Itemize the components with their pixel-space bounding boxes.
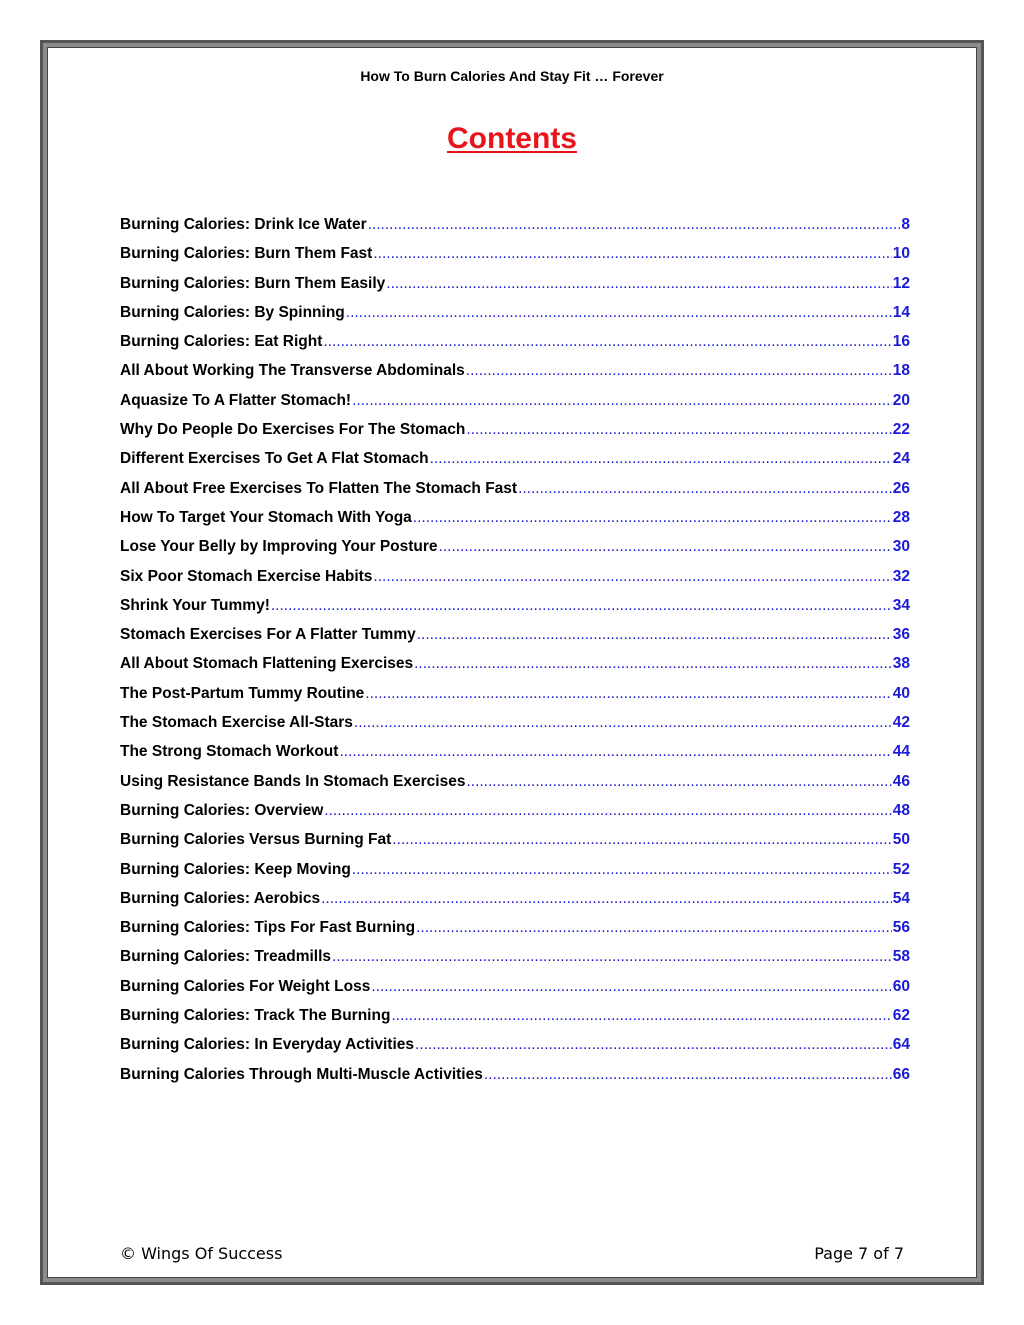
toc-dot-leader <box>371 978 891 996</box>
toc-entry[interactable] <box>120 275 910 304</box>
toc-entry-title[interactable]: Burning Calories: Drink Ice Water <box>120 216 367 233</box>
toc-dot-leader <box>386 275 891 293</box>
toc-entry[interactable] <box>120 802 910 831</box>
toc-entry[interactable] <box>120 655 910 684</box>
toc-entry-page-number[interactable]: 10 <box>892 245 910 263</box>
toc-entry-page-number[interactable]: 40 <box>892 684 910 702</box>
toc-entry-title[interactable]: Burning Calories: Tips For Fast Burning <box>120 919 416 937</box>
toc-entry-title[interactable]: Why Do People Do Exercises For The Stomach <box>120 421 466 439</box>
toc-entry-page-number[interactable]: 12 <box>892 274 910 292</box>
toc-dot-leader <box>324 802 891 820</box>
toc-entry[interactable] <box>120 421 910 450</box>
toc-entry-title[interactable]: Aquasize To A Flatter Stomach! <box>120 391 352 409</box>
toc-entry[interactable] <box>120 333 910 362</box>
toc-entry[interactable] <box>120 362 910 391</box>
toc-entry-title[interactable]: The Stomach Exercise All-Stars <box>120 714 353 732</box>
toc-entry-page-number[interactable]: 34 <box>892 596 910 614</box>
toc-entry-page-number[interactable]: 16 <box>892 333 910 351</box>
toc-dot-leader <box>323 333 891 351</box>
toc-entry-title[interactable]: Burning Calories Through Multi-Muscle Activities <box>120 1065 483 1083</box>
toc-dot-leader <box>392 831 891 849</box>
toc-entry[interactable] <box>120 480 910 509</box>
toc-dot-leader <box>352 861 892 879</box>
toc-entry[interactable] <box>120 773 910 802</box>
toc-entry[interactable] <box>120 568 910 597</box>
toc-entry-page-number[interactable]: 58 <box>892 948 910 966</box>
toc-entry[interactable] <box>120 450 910 479</box>
toc-entry[interactable] <box>120 685 910 714</box>
footer-copyright: © Wings Of Success <box>120 1244 283 1263</box>
toc-dot-leader <box>373 568 891 586</box>
toc-dot-leader <box>332 948 892 966</box>
toc-entry-title[interactable]: The Post-Partum Tummy Routine <box>120 684 365 702</box>
toc-dot-leader <box>439 538 892 556</box>
toc-dot-leader <box>391 1007 891 1025</box>
toc-entry-page-number[interactable]: 52 <box>892 860 910 878</box>
toc-dot-leader <box>518 480 892 498</box>
toc-entry-page-number[interactable]: 54 <box>892 889 910 907</box>
toc-entry-title[interactable]: How To Target Your Stomach With Yoga <box>120 508 412 526</box>
toc-entry-page-number[interactable]: 14 <box>892 303 910 321</box>
toc-dot-leader <box>416 919 892 937</box>
toc-entry-page-number[interactable]: 30 <box>892 538 910 556</box>
toc-entry-title[interactable]: Shrink Your Tummy! <box>120 596 270 614</box>
toc-entry-title[interactable]: The Strong Stomach Workout <box>120 743 339 761</box>
toc-dot-leader <box>365 685 891 703</box>
toc-entry-page-number[interactable]: 62 <box>892 1007 910 1025</box>
toc-dot-leader <box>373 245 891 263</box>
toc-entry-title[interactable]: Lose Your Belly by Improving Your Posture <box>120 538 438 556</box>
toc-dot-leader <box>354 714 892 732</box>
toc-entry[interactable] <box>120 714 910 743</box>
toc-entry[interactable] <box>120 245 910 274</box>
toc-entry-page-number[interactable]: 18 <box>892 362 910 380</box>
toc-entry-title[interactable]: Burning Calories: Track The Burning <box>120 1007 391 1025</box>
toc-entry-page-number[interactable]: 32 <box>892 567 910 585</box>
toc-dot-leader <box>368 216 901 234</box>
toc-dot-leader <box>321 890 892 908</box>
toc-entry-page-number[interactable]: 20 <box>892 391 910 409</box>
toc-entry-page-number[interactable]: 36 <box>892 626 910 644</box>
footer-page-number: Page 7 of 7 <box>814 1244 904 1263</box>
toc-entry-page-number[interactable]: 38 <box>892 655 910 673</box>
toc-entry-page-number[interactable]: 8 <box>901 216 910 233</box>
toc-dot-leader <box>484 1066 892 1084</box>
toc-entry-page-number[interactable]: 42 <box>892 714 910 732</box>
toc-entry-title[interactable]: Burning Calories: By Spinning <box>120 303 345 321</box>
page-frame <box>40 40 984 1285</box>
toc-entry[interactable] <box>120 509 910 538</box>
toc-entry[interactable] <box>120 597 910 626</box>
toc-entry[interactable] <box>120 626 910 655</box>
toc-entry-page-number[interactable]: 24 <box>892 450 910 468</box>
document-page <box>47 47 977 1278</box>
toc-dot-leader <box>417 626 892 644</box>
toc-entry[interactable] <box>120 743 910 772</box>
toc-entry[interactable] <box>120 1036 910 1065</box>
contents-heading: Contents <box>447 122 577 155</box>
toc-entry-page-number[interactable]: 50 <box>892 831 910 849</box>
toc-entry[interactable] <box>120 978 910 1007</box>
toc-dot-leader <box>339 743 891 761</box>
toc-entry-page-number[interactable]: 28 <box>892 508 910 526</box>
toc-dot-leader <box>415 1036 892 1054</box>
running-header: How To Burn Calories And Stay Fit … Forever <box>360 68 664 84</box>
toc-entry-title[interactable]: Burning Calories: Overview <box>120 801 324 819</box>
toc-entry-page-number[interactable]: 60 <box>892 977 910 995</box>
toc-entry-title[interactable]: Burning Calories: Treadmills <box>120 948 332 966</box>
toc-entry-page-number[interactable]: 48 <box>892 801 910 819</box>
toc-entry-page-number[interactable]: 64 <box>892 1036 910 1054</box>
toc-dot-leader <box>271 597 892 615</box>
toc-dot-leader <box>414 655 892 673</box>
toc-entry-title[interactable]: All About Stomach Flattening Exercises <box>120 655 414 673</box>
table-of-contents <box>120 216 910 1095</box>
toc-entry-title[interactable]: Burning Calories Versus Burning Fat <box>120 831 392 849</box>
toc-entry-page-number[interactable]: 26 <box>892 479 910 497</box>
toc-entry[interactable] <box>120 1007 910 1036</box>
toc-entry[interactable] <box>120 538 910 567</box>
toc-entry[interactable] <box>120 919 910 948</box>
toc-entry-page-number[interactable]: 44 <box>892 743 910 761</box>
toc-entry-title[interactable]: Using Resistance Bands In Stomach Exercises <box>120 772 466 790</box>
page-footer <box>120 1244 904 1263</box>
toc-entry[interactable] <box>120 890 910 919</box>
toc-dot-leader <box>413 509 892 527</box>
toc-entry-title[interactable]: Burning Calories For Weight Loss <box>120 977 371 995</box>
toc-entry-title[interactable]: Burning Calories: Eat Right <box>120 333 323 351</box>
toc-dot-leader <box>466 421 891 439</box>
toc-dot-leader <box>466 362 892 380</box>
toc-entry-title[interactable]: Different Exercises To Get A Flat Stomach <box>120 450 429 468</box>
toc-entry-title[interactable]: Burning Calories: Burn Them Easily <box>120 274 386 292</box>
toc-entry-page-number[interactable]: 66 <box>892 1065 910 1083</box>
toc-entry-title[interactable]: Six Poor Stomach Exercise Habits <box>120 567 373 585</box>
toc-entry[interactable] <box>120 831 910 860</box>
toc-dot-leader <box>430 450 892 468</box>
toc-entry-page-number[interactable]: 46 <box>892 772 910 790</box>
toc-entry-title[interactable]: All About Free Exercises To Flatten The Stomach Fast <box>120 479 518 497</box>
toc-entry-title[interactable]: Burning Calories: In Everyday Activities <box>120 1036 415 1054</box>
toc-entry-title[interactable]: Stomach Exercises For A Flatter Tummy <box>120 626 416 644</box>
toc-entry-title[interactable]: All About Working The Transverse Abdominals <box>120 362 465 380</box>
toc-entry-title[interactable]: Burning Calories: Aerobics <box>120 889 321 907</box>
toc-dot-leader <box>346 304 892 322</box>
toc-entry[interactable] <box>120 948 910 977</box>
toc-entry[interactable] <box>120 1066 910 1095</box>
toc-entry[interactable] <box>120 216 910 245</box>
toc-dot-leader <box>352 392 892 410</box>
toc-entry[interactable] <box>120 861 910 890</box>
toc-entry-page-number[interactable]: 22 <box>892 421 910 439</box>
toc-entry-page-number[interactable]: 56 <box>892 919 910 937</box>
toc-entry[interactable] <box>120 304 910 333</box>
toc-dot-leader <box>466 773 891 791</box>
toc-entry[interactable] <box>120 392 910 421</box>
toc-entry-title[interactable]: Burning Calories: Burn Them Fast <box>120 245 373 263</box>
toc-entry-title[interactable]: Burning Calories: Keep Moving <box>120 860 351 878</box>
